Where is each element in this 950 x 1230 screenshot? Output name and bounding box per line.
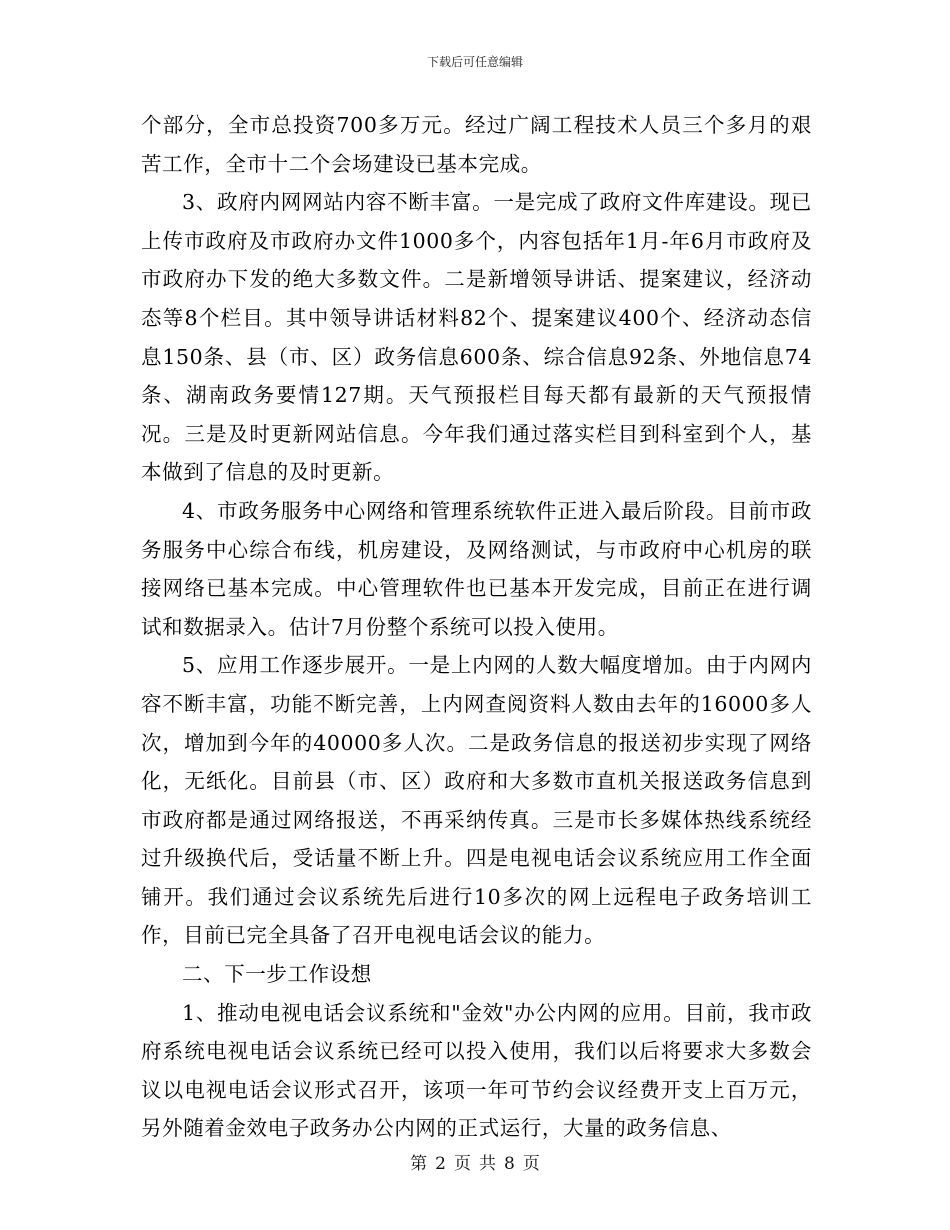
page-header: 下载后可任意编辑 [426, 55, 523, 69]
paragraph-item-3: 3、政府内网网站内容不断丰富。一是完成了政府文件库建设。现已上传市政府及市政府办文件1000多个，内容包括年1月-年6月市政府及市政府办下发的绝大多数文件。二是新增领导讲话、提案建议，经济动态等8个栏目。其中领导讲话材料82个、提案建议400个、经济动态信息150条、县（市、区）政务信息600条、综合信息92条、外地信息74条、湖南政务要情127期。天气预报栏目每天都有最新的天气预报情况。三是及时更新网站信息。今年我们通过落实栏目到科室到个人，基本做到了信息的及时更新。 [141, 190, 812, 485]
paragraph-item-5: 5、应用工作逐步展开。一是上内网的人数大幅度增加。由于内网内容不断丰富，功能不断完善，上内网查阅资料人数由去年的16000多人次，增加到今年的40000多人次。二是政务信息的报送初步实现了网络化，无纸化。目前县（市、区）政府和大多数市直机关报送政务信息到市政府都是通过网络报送，不再采纳传真。三是市长多媒体热线系统经过升级换代后，受话量不断上升。四是电视电话会议系统应用工作全面铺开。我们通过会议系统先后进行10多次的网上远程电子政务培训工作，目前已完全具备了召开电视电话会议的能力。 [141, 653, 812, 948]
footer-total-label: 共 [479, 1154, 496, 1174]
footer-prefix: 第 [410, 1154, 428, 1174]
paragraph-continuation: 个部分，全市总投资700多万元。经过广阔工程技术人员三个多月的艰苦工作，全市十二个会场建设已基本完成。 [141, 113, 812, 176]
document-body [141, 106, 812, 1148]
section-heading: 二、下一步工作设想 [182, 962, 372, 987]
footer-suffix: 页 [522, 1154, 540, 1174]
footer-total-pages: 8 [504, 1154, 515, 1174]
paragraph-next-step-1: 1、推动电视电话会议系统和"金效"办公内网的应用。目前，我市政府系统电视电话会议系统已经可以投入使用，我们以后将要求大多数会议以电视电话会议形式召开，该项一年可节约会议经费开支上百万元，另外随着金效电子政务办公内网的正式运行，大量的政务信息、 [141, 1000, 812, 1141]
footer-page-number: 2 [435, 1154, 446, 1174]
page-number-footer [0, 1153, 950, 1175]
paragraph-item-4: 4、市政务服务中心网络和管理系统软件正进入最后阶段。目前市政务服务中心综合布线，机房建设，及网络测试，与市政府中心机房的联接网络已基本完成。中心管理软件也已基本开发完成，目前正在进行调试和数据录入。估计7月份整个系统可以投入使用。 [141, 498, 812, 639]
footer-page-word: 页 [454, 1154, 471, 1174]
